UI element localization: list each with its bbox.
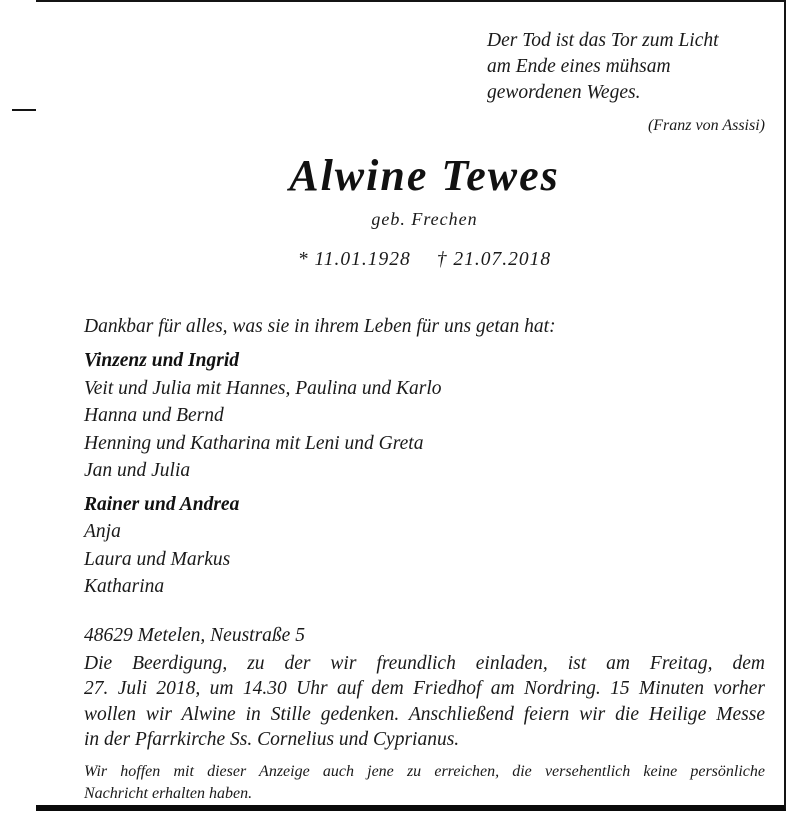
quote-line: am Ende eines mühsam [487,56,671,77]
mourner-name: Katharina [84,576,165,597]
memorial-quote [487,28,765,106]
quote-line: gewordenen Weges. [487,82,641,103]
funeral-line: wollen wir Alwine in Stille gedenken. Anschließend feiern wir die Heilige Messe [84,703,765,725]
life-dates [84,248,765,272]
address-line: 48629 Metelen, Neustraße 5 [84,624,305,646]
death-date: † 21.07.2018 [436,249,552,270]
mourner-name: Henning und Katharina mit Leni und Greta [84,432,424,454]
intro-line: Dankbar für alles, was sie in ihrem Leben für uns getan hat: [84,316,556,337]
mourner-name: Anja [84,521,121,542]
mourner-group-head: Vinzenz und Ingrid [84,350,240,371]
funeral-line: Die Beerdigung, zu der wir freundlich einladen, ist am Freitag, dem [84,652,765,674]
mourner-group-2 [84,491,765,601]
quote-attribution: (Franz von Assisi) [647,117,765,134]
closing-note [84,761,765,805]
mourner-group-1 [84,347,765,485]
mourner-name: Veit und Julia mit Hannes, Paulina und Karlo [84,377,442,399]
notice-content [36,28,784,831]
funeral-details [84,651,765,753]
mourner-group-head: Rainer und Andrea [84,493,240,515]
funeral-line: 27. Juli 2018, um 14.30 Uhr auf dem Friedhof am Nordring. 15 Minuten vorher [84,678,765,699]
closing-line: Wir hoffen mit dieser Anzeige auch jene zu erreichen, die versehentlich keine persönliche [84,762,765,780]
birth-name: geb. Frechen [371,209,478,229]
mourner-name: Laura und Markus [84,548,231,570]
funeral-line: in der Pfarrkirche Ss. Cornelius und Cyprianus. [84,729,460,750]
notice-frame [36,0,786,811]
birth-date: * 11.01.1928 [297,249,411,270]
mourner-name: Jan und Julia [84,460,191,481]
quote-line: Der Tod ist das Tor zum Licht [487,30,719,51]
mourner-name: Hanna und Bernd [84,405,224,426]
deceased-name: Alwine Tewes [289,151,560,200]
closing-line: Nachricht erhalten haben. [84,784,253,802]
